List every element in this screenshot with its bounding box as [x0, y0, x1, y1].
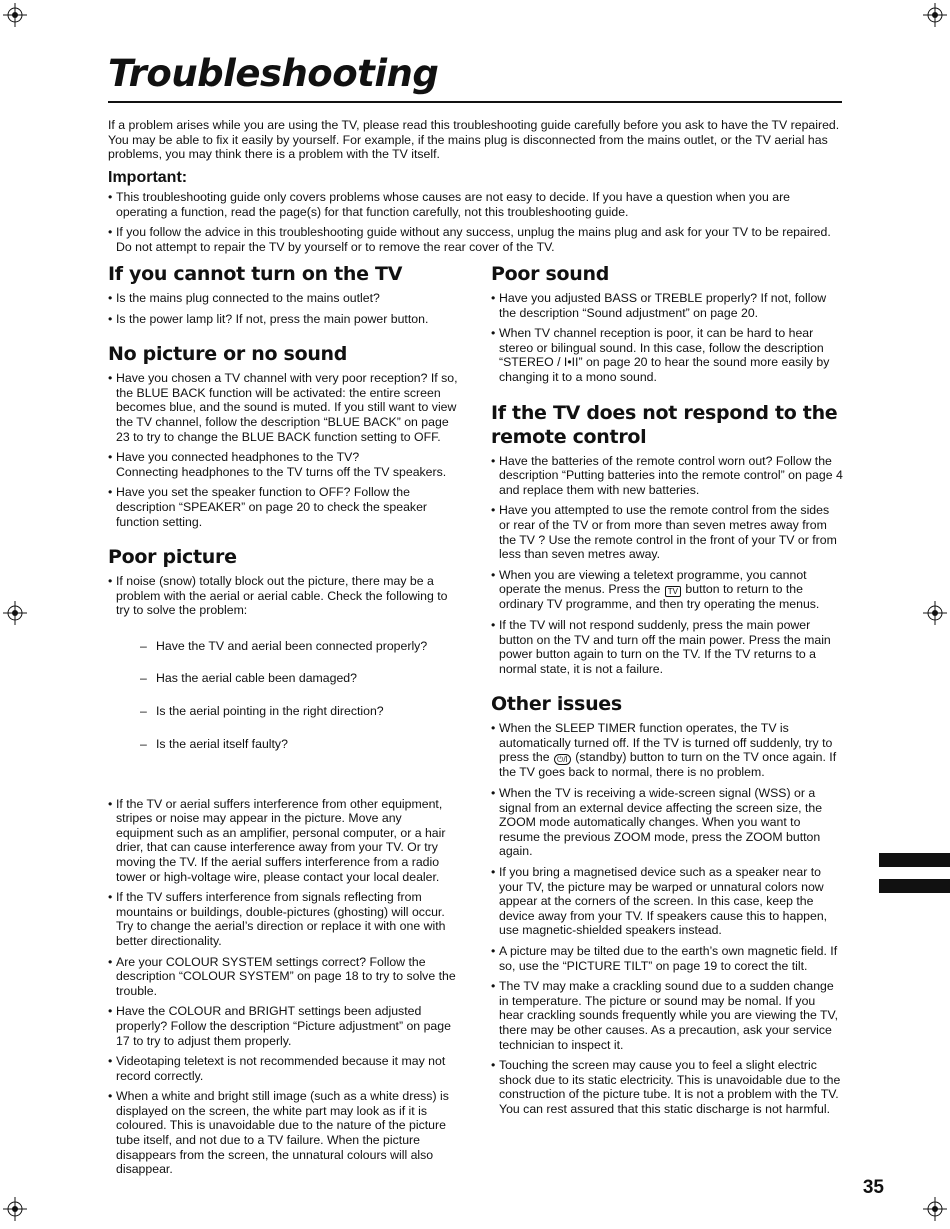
title-rule: [108, 101, 842, 103]
standby-button-icon: ⏻/I: [554, 754, 571, 765]
list-item: • Videotaping teletext is not recommended because it may not record correctly.: [108, 1054, 460, 1083]
other-issues-list: [491, 721, 843, 1116]
intro-paragraph: If a problem arises while you are using the TV, please read this troubleshooting guide carefully before you ask to have the TV repaired. You may be able to fix it easily by yourself. For example, if the mains plug is disconnected from the mains outlet, or the TV aerial has problems, you may think there is a problem with the TV itself.: [108, 118, 840, 162]
right-column: [491, 262, 843, 1123]
section-heading-cannot-turn-on: If you cannot turn on the TV: [108, 263, 403, 285]
important-list: [108, 190, 842, 260]
list-item: • When TV channel reception is poor, it can be hard to hear stereo or bilingual sound. In this case, follow the description “STEREO / I•II” on page 20 to hear the sound more easily by changing it to a mono sound.: [491, 326, 843, 384]
registration-mark-top-left: [3, 3, 27, 27]
poor-sound-list: [491, 291, 843, 385]
list-item: • If you bring a magnetised device such as a speaker near to your TV, the picture may be warped or unnatural colors now appear at the corners of the screen. In this case, keep the device away from your TV. If speakers cause this to happen, use magnetic-shielded speakers instead.: [491, 865, 843, 938]
list-item: • When the TV is receiving a wide-screen signal (WSS) or a signal from an external device affecting the screen size, the ZOOM mode automatically changes. When you want to resume the previous ZOOM mode, press the ZOOM button again.: [491, 786, 843, 859]
section-heading-other-issues: Other issues: [491, 693, 622, 716]
list-item: • Have you set the speaker function to OFF? Follow the description “SPEAKER” on page 20 to check the speaker function setting.: [108, 485, 460, 529]
list-item: • Have you chosen a TV channel with very poor reception? If so, the BLUE BACK function will be activated: the entire screen becomes blue, and the sound is muted. If you still want to view the TV channel, follow the description “BLUE BACK” on page 23 to try to change the BLUE BACK function setting to OFF.: [108, 371, 460, 444]
list-item-text: If noise (snow) totally block out the picture, there may be a problem with the aerial or aerial cable. Check the following to try to solve the problem:: [116, 574, 448, 618]
section-heading-no-picture: No picture or no sound: [108, 343, 348, 366]
list-item: • Is the power lamp lit? If not, press the main power button.: [108, 312, 460, 327]
registration-mark-bottom-left: [3, 1197, 27, 1221]
list-item: [108, 574, 460, 790]
check-item: – Has the aerial cable been damaged?: [148, 671, 460, 686]
list-item: • When a white and bright still image (such as a white dress) is displayed on the screen, the white part may look as if it is coloured. This is unavoidable due to the nature of the picture tube itself, and not due to a TV failure. When the picture disappears from the screen, the unnatural colours will also disappear.: [108, 1089, 460, 1177]
list-item: • Is the mains plug connected to the mains outlet?: [108, 291, 460, 306]
page-number: 35: [862, 1177, 884, 1198]
section-heading-poor-sound: Poor sound: [491, 263, 610, 285]
list-item-text: (standby) button to turn on the TV once again. If the TV goes back to normal, there is no problem.: [499, 750, 837, 780]
aerial-checks-list: [148, 624, 460, 770]
page-title: Troubleshooting: [108, 52, 439, 95]
remote-list: [491, 454, 843, 677]
important-label: Important:: [108, 169, 188, 186]
registration-mark-top-right: [923, 3, 947, 27]
list-item: • Have you connected headphones to the TV? Connecting headphones to the TV turns off the TV speakers.: [108, 450, 460, 479]
cannot-turn-on-list: [108, 291, 460, 326]
list-item: • Have the batteries of the remote control worn out? Follow the description “Putting batteries into the remote control” on page 4 and replace them with new batteries.: [491, 454, 843, 498]
list-item: • Have the COLOUR and BRIGHT settings been adjusted properly? Follow the description “Picture adjustment” on page 17 to try to adjust them properly.: [108, 1004, 460, 1048]
list-item-text: When the SLEEP TIMER function operates, the TV is automatically turned off. If the TV is turned off suddenly, try to press the: [499, 721, 833, 765]
list-item: • If the TV will not respond suddenly, press the main power button on the TV and turn off the main power. Press the main power button again to turn on the TV. If the TV returns to a normal state, it is not a failure.: [491, 618, 843, 676]
thumb-tab-upper: [879, 853, 950, 867]
list-item: [491, 568, 843, 612]
list-item: • Touching the screen may cause you to feel a slight electric shock due to its static electricity. This is unavoidable due to the construction of the picture tube. It is not a problem with the TV. You can rest assured that this static discharge is not harmful.: [491, 1058, 843, 1116]
list-item: • The TV may make a crackling sound due to a sudden change in temperature. The picture or sound may be nomal. If you hear crackling sounds frequently while you are viewing the TV, there may be other causes. As a precaution, ask your service technician to inspect it.: [491, 979, 843, 1052]
important-item: • This troubleshooting guide only covers problems whose causes are not easy to decide. If you have a question when you are operating a function, read the page(s) for that function carefully, not this troubleshooting guide.: [108, 190, 842, 219]
tv-button-icon: TV: [665, 586, 681, 597]
registration-mark-mid-left: [3, 601, 27, 625]
check-item: – Have the TV and aerial been connected properly?: [148, 639, 460, 654]
list-item: • Are your COLOUR SYSTEM settings correct? Follow the description “COLOUR SYSTEM” on page 18 to try to solve the trouble.: [108, 955, 460, 999]
list-item-text: When you are viewing a teletext programme, you cannot operate the menus. Press the: [499, 567, 807, 597]
thumb-tab-lower: [879, 879, 950, 893]
registration-mark-mid-right: [923, 601, 947, 625]
list-item: • If the TV or aerial suffers interference from other equipment, stripes or noise may appear in the picture. Move any equipment such as an amplifier, personal computer, or a hair drier, that can cause interference away from your TV. Or try moving the TV. If the aerial suffers interference from a radio tower or high-voltage wire, please contact your local dealer.: [108, 797, 460, 885]
list-item: • A picture may be tilted due to the earth’s own magnetic field. If so, use the “PICTURE TILT” on page 19 to corect the tilt.: [491, 944, 843, 973]
poor-picture-list: [108, 574, 460, 1177]
section-heading-poor-picture: Poor picture: [108, 546, 237, 569]
important-item: • If you follow the advice in this troubleshooting guide without any success, unplug the mains plug and ask for your TV to be repaired. Do not attempt to repair the TV by yourself or to remove the rear cover of the TV.: [108, 225, 842, 254]
list-item: • Have you adjusted BASS or TREBLE properly? If not, follow the description “Sound adjustment” on page 20.: [491, 291, 843, 320]
left-column: [108, 262, 460, 1183]
registration-mark-bottom-right: [923, 1197, 947, 1221]
list-item: [491, 721, 843, 780]
list-item-text: button to return to the ordinary TV programme, and then try operating the menus.: [499, 582, 820, 612]
check-item: – Is the aerial itself faulty?: [148, 737, 460, 752]
list-item: • If the TV suffers interference from signals reflecting from mountains or buildings, double-pictures (ghosting) will occur. Try to change the aerial’s direction or replace it with one with better directionality.: [108, 890, 460, 948]
check-item: – Is the aerial pointing in the right direction?: [148, 704, 460, 719]
section-heading-remote: If the TV does not respond to the remote control: [491, 401, 838, 448]
no-picture-list: [108, 371, 460, 529]
list-item: • Have you attempted to use the remote control from the sides or rear of the TV or from more than seven metres away from the TV ? Use the remote control in the front of your TV or from less than seven metres away.: [491, 503, 843, 561]
